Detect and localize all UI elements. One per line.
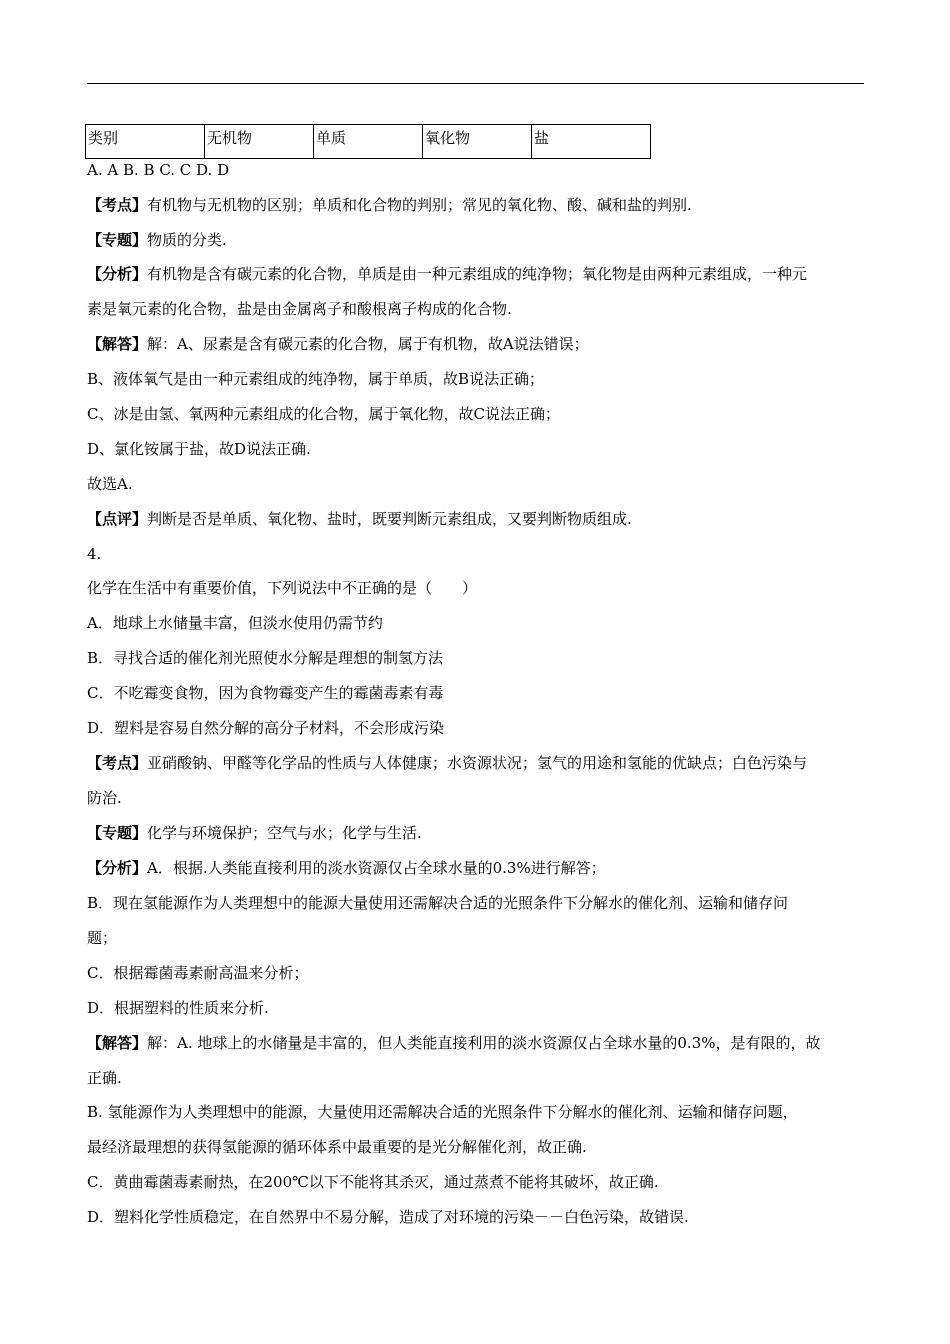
- section-tag: 【分析】: [87, 859, 148, 877]
- line-text: A．地球上水储量丰富，但淡水使用仍需节约: [87, 614, 383, 632]
- text-line: [87, 613, 383, 633]
- section-tag: 【分析】: [87, 265, 148, 283]
- line-text: C、冰是由氢、氧两种元素组成的化合物，属于氧化物，故C说法正确；: [87, 405, 560, 423]
- table-row: [86, 125, 651, 159]
- line-text: D、氯化铵属于盐，故D说法正确.: [87, 440, 311, 458]
- text-line: [87, 893, 788, 913]
- line-text: 亚硝酸钠、甲醛等化学品的性质与人体健康；水资源状况；氢气的用途和氢能的优缺点；白色污染与: [147, 754, 808, 772]
- line-text: 化学与环境保护；空气与水；化学与生活.: [147, 824, 422, 842]
- section-tag: 【专题】: [87, 824, 148, 842]
- line-text: 有机物是含有碳元素的化合物，单质是由一种元素组成的纯净物；氧化物是由两种元素组成，一种元: [147, 265, 808, 283]
- text-line: [87, 823, 422, 843]
- text-line: [87, 718, 444, 738]
- text-line: [87, 509, 632, 529]
- line-text: D．塑料化学性质稳定，在自然界中不易分解，造成了对环境的污染－－白色污染，故错误.: [87, 1208, 689, 1226]
- line-text: B、液体氧气是由一种元素组成的纯净物，属于单质，故B说法正确；: [87, 370, 545, 388]
- line-text: 故选A.: [87, 475, 133, 493]
- line-text: D．根据塑料的性质来分析.: [87, 999, 269, 1017]
- text-line: [87, 369, 544, 389]
- line-text: B．寻找合适的催化剂光照使水分解是理想的制氢方法: [87, 649, 444, 667]
- line-text: 正确.: [87, 1069, 122, 1087]
- line-text: 化学在生活中有重要价值，下列说法中不正确的是（ ）: [87, 579, 478, 597]
- line-text: 物质的分类.: [147, 231, 227, 249]
- text-line: [87, 474, 133, 494]
- text-line: [87, 1102, 798, 1122]
- line-text: B. 氢能源作为人类理想中的能源，大量使用还需解决合适的光照条件下分解水的催化剂、运输和储存问题，: [87, 1103, 798, 1121]
- text-line: [87, 1207, 689, 1227]
- line-text: 4.: [87, 545, 102, 563]
- table-cell: 类别: [86, 125, 205, 159]
- line-text: 防治.: [87, 789, 122, 807]
- text-line: [87, 195, 692, 215]
- line-text: 判断是否是单质、氧化物、盐时，既要判断元素组成，又要判断物质组成.: [147, 510, 632, 528]
- line-text: C．不吃霉变食物，因为食物霉变产生的霉菌毒素有毒: [87, 684, 444, 702]
- line-text: 最经济最理想的获得氢能源的循环体系中最重要的是光分解催化剂，故正确.: [87, 1138, 587, 1156]
- table-cell: 单质: [314, 125, 423, 159]
- category-table: [85, 124, 651, 159]
- line-text: C．根据霉菌毒素耐高温来分析；: [87, 964, 309, 982]
- line-text: 题；: [87, 929, 118, 947]
- section-tag: 【考点】: [87, 754, 148, 772]
- text-line: [87, 578, 477, 598]
- text-line: [87, 404, 560, 424]
- text-line: [87, 998, 269, 1018]
- line-text: A．根据.人类能直接利用的淡水资源仅占全球水量的0.3%进行解答；: [147, 859, 606, 877]
- text-line: [87, 160, 229, 180]
- text-line: [87, 1033, 821, 1053]
- text-line: [87, 858, 606, 878]
- section-tag: 【考点】: [87, 196, 148, 214]
- text-line: [87, 264, 807, 284]
- section-tag: 【解答】: [87, 335, 148, 353]
- text-line: [87, 230, 227, 250]
- line-text: 有机物与无机物的区别；单质和化合物的判别；常见的氧化物、酸、碱和盐的判别.: [147, 196, 692, 214]
- table-cell: 无机物: [205, 125, 314, 159]
- text-line: [87, 299, 512, 319]
- line-text: 素是氧元素的化合物，盐是由金属离子和酸根离子构成的化合物.: [87, 300, 512, 318]
- line-text: A. A B. B C. C D. D: [87, 161, 230, 179]
- text-line: [87, 1068, 122, 1088]
- text-line: [87, 648, 443, 668]
- section-tag: 【解答】: [87, 1034, 148, 1052]
- text-line: [87, 788, 122, 808]
- text-line: [87, 334, 589, 354]
- line-text: B．现在氢能源作为人类理想中的能源大量使用还需解决合适的光照条件下分解水的催化剂、运输和储存问: [87, 894, 789, 912]
- text-line: [87, 963, 308, 983]
- text-line: [87, 1172, 659, 1192]
- text-line: [87, 544, 101, 564]
- section-tag: 【专题】: [87, 231, 148, 249]
- line-text: D．塑料是容易自然分解的高分子材料，不会形成污染: [87, 719, 445, 737]
- text-line: [87, 439, 311, 459]
- text-line: [87, 753, 807, 773]
- section-tag: 【点评】: [87, 510, 148, 528]
- table-cell: 盐: [532, 125, 651, 159]
- line-text: 解：A. 地球上的水储量是丰富的，但人类能直接利用的淡水资源仅占全球水量的0.3%，是有限的，故: [147, 1034, 821, 1052]
- text-line: [87, 928, 117, 948]
- text-line: [87, 683, 443, 703]
- line-text: C．黄曲霉菌毒素耐热，在200℃以下不能将其杀灭，通过蒸煮不能将其破坏，故正确.: [87, 1173, 659, 1191]
- text-line: [87, 1137, 587, 1157]
- header-rule: [87, 83, 864, 84]
- table-cell: 氧化物: [423, 125, 532, 159]
- line-text: 解：A、尿素是含有碳元素的化合物，属于有机物，故A说法错误；: [147, 335, 589, 353]
